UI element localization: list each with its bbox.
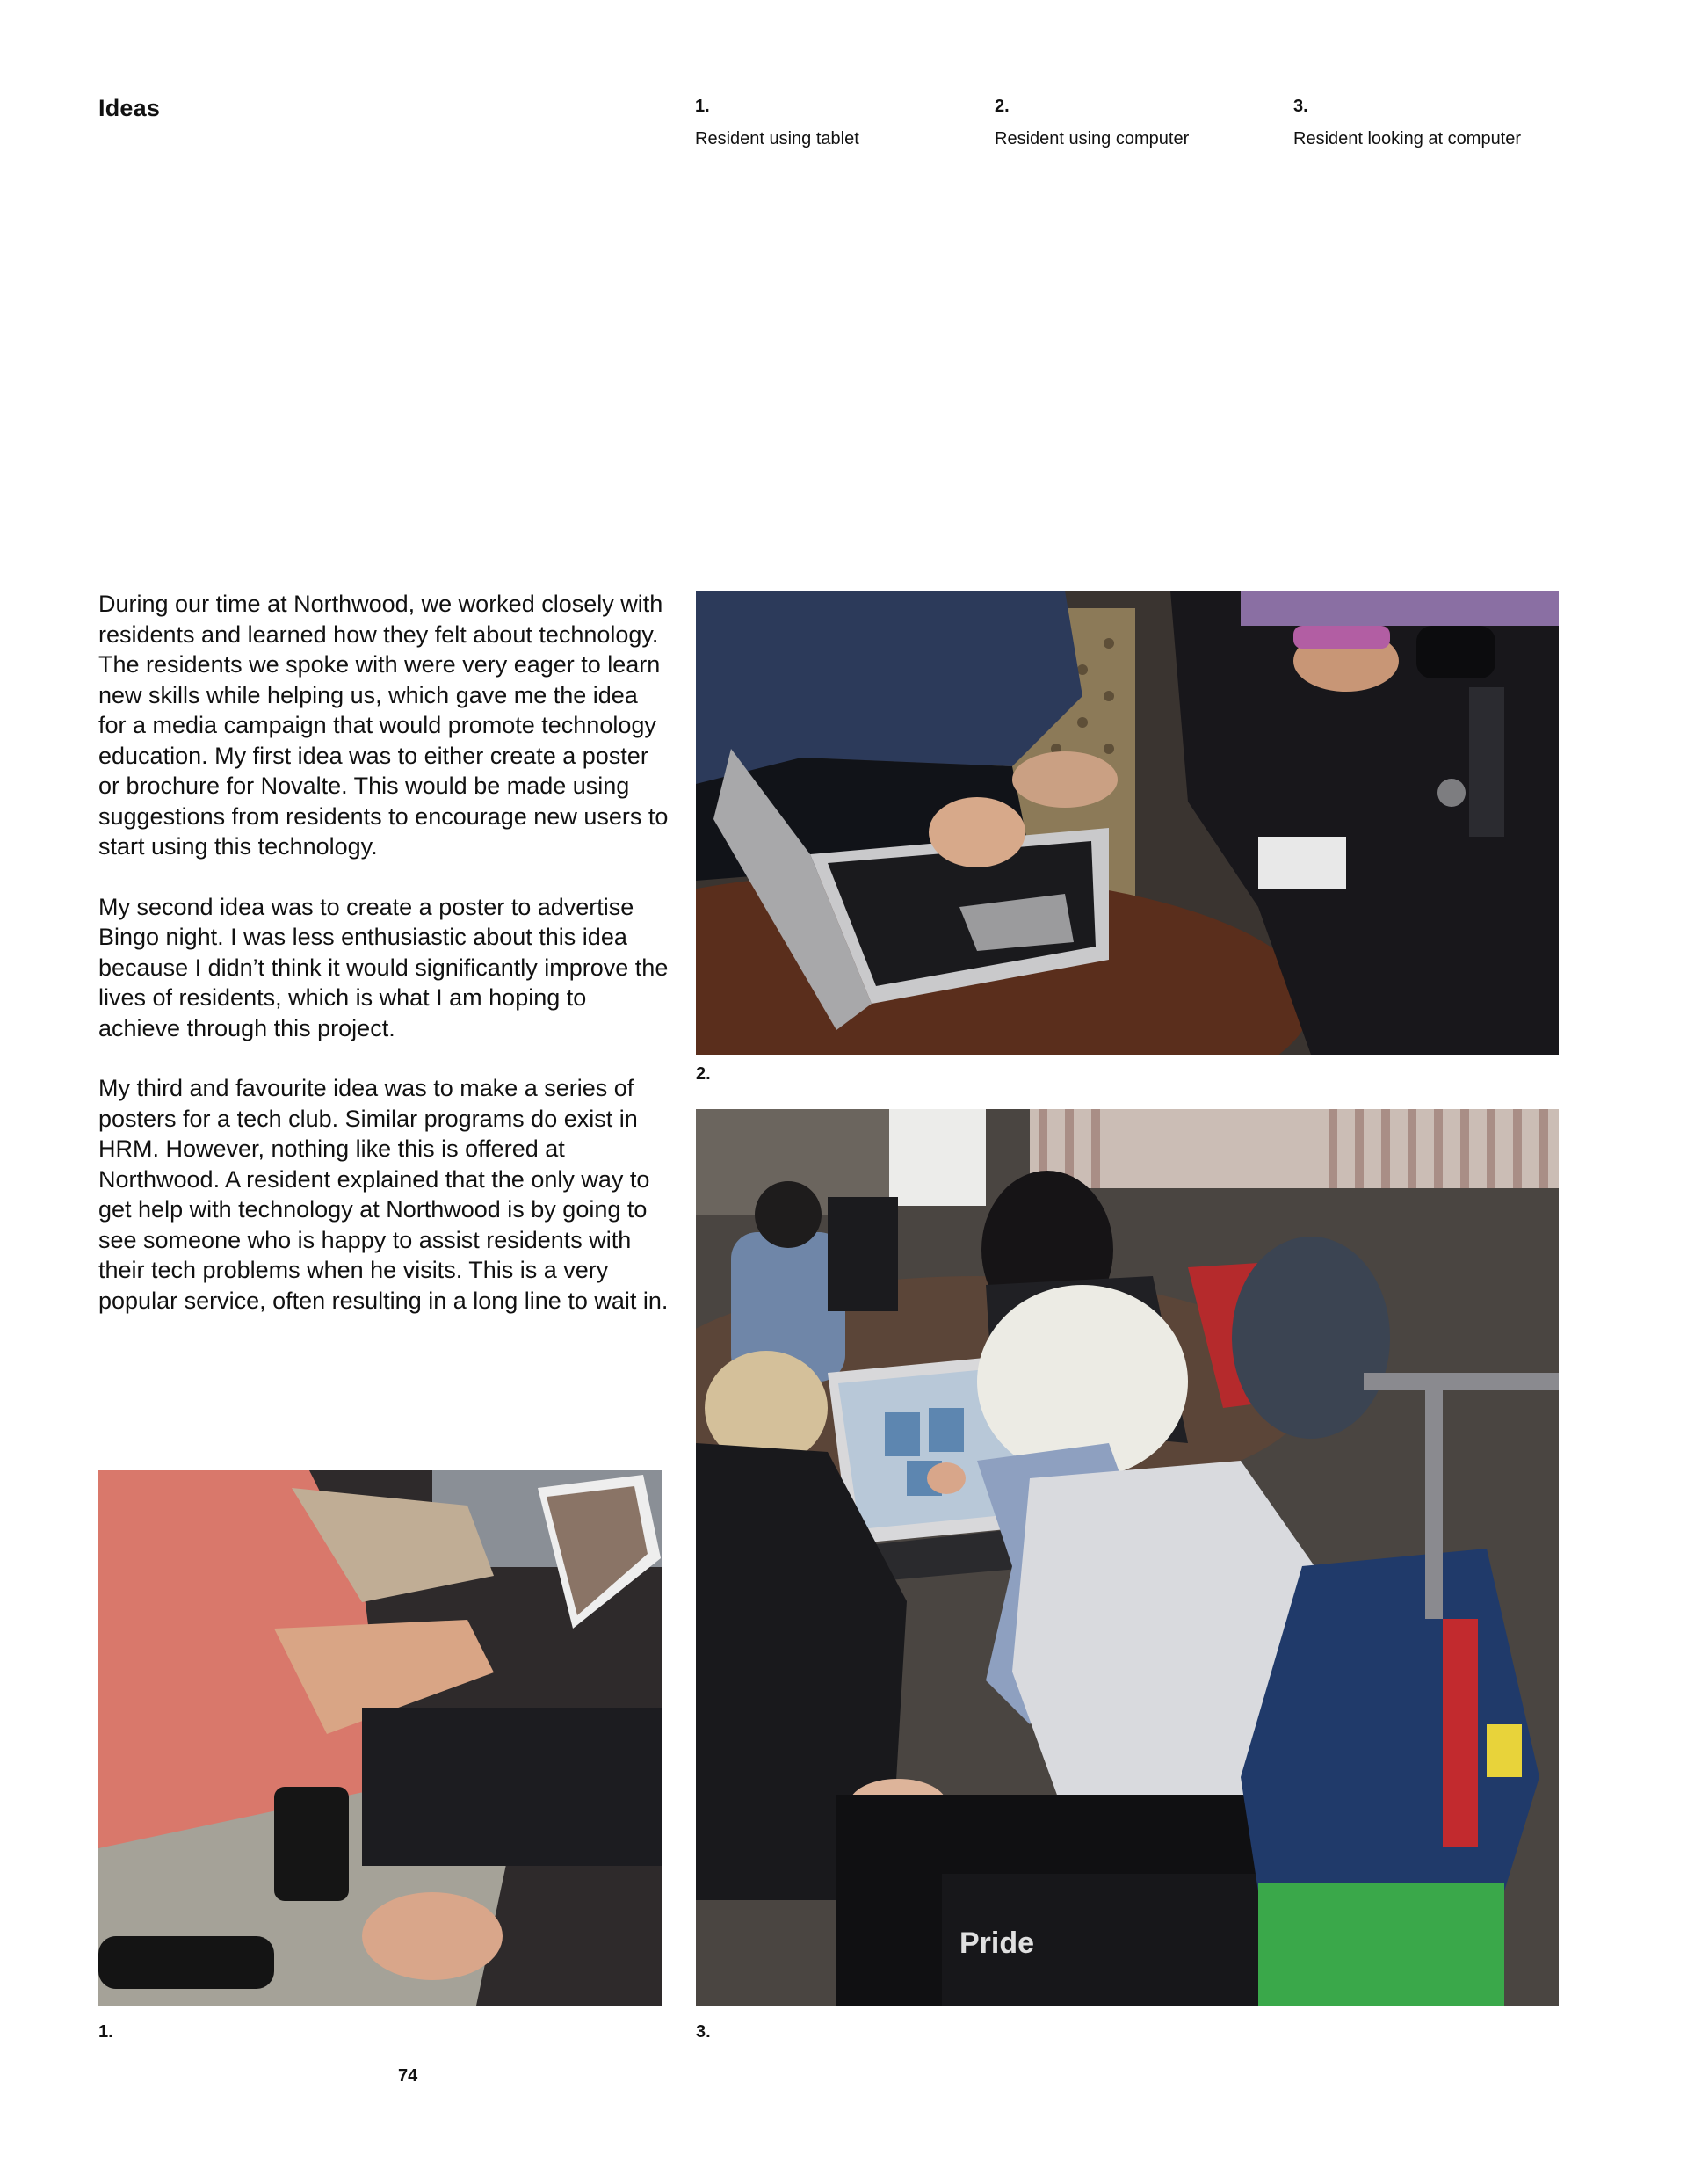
caption-1 [695, 97, 859, 149]
photo-1-label: 1. [98, 2022, 113, 2042]
pride-bag-text: Pride [959, 1926, 1035, 1960]
photo-resident-using-tablet [98, 1470, 662, 2006]
paragraph-2: My second idea was to create a poster to advertise Bingo night. I was less enthusiastic about this idea because I didn’t think it would significantly improve the lives of residents, which is what I am hoping to achieve through this project. [98, 893, 669, 1041]
caption-3 [1293, 97, 1521, 149]
body-text [98, 589, 670, 1346]
caption-3-text: Resident looking at computer [1293, 129, 1522, 149]
caption-2 [995, 97, 1189, 149]
caption-1-number: 1. [695, 97, 710, 116]
caption-3-number: 3. [1293, 97, 1308, 116]
paragraph-1: During our time at Northwood, we worked closely with residents and learned how they felt about technology. The residents we spoke with were very eager to learn new skills while helping us, which gave me the idea for a media campaign that would promote technology education. My first idea was to either create a poster or brochure for Novalte. This would be made using suggestions from residents to encourage new users to start using this technology. [98, 591, 669, 860]
photo-resident-looking-at-computer [696, 1109, 1559, 2006]
page-heading: Ideas [98, 95, 161, 121]
caption-1-text: Resident using tablet [695, 129, 859, 149]
page-number: 74 [398, 2066, 418, 2086]
photo-3-label: 3. [696, 2022, 711, 2042]
photo-resident-using-computer [696, 591, 1559, 1055]
caption-2-number: 2. [995, 97, 1010, 116]
paragraph-3: My third and favourite idea was to make a series of posters for a tech club. Similar programs do exist in HRM. However, nothing like this is offered at Northwood. A resident explained that the only way to get help with technology at Northwood is by going to see someone who is happy to assist residents with their tech problems when he visits. This is a very popular service, often resulting in a long line to wait in. [98, 1075, 669, 1314]
caption-2-text: Resident using computer [995, 129, 1190, 149]
photo-2-label: 2. [696, 1064, 711, 1084]
